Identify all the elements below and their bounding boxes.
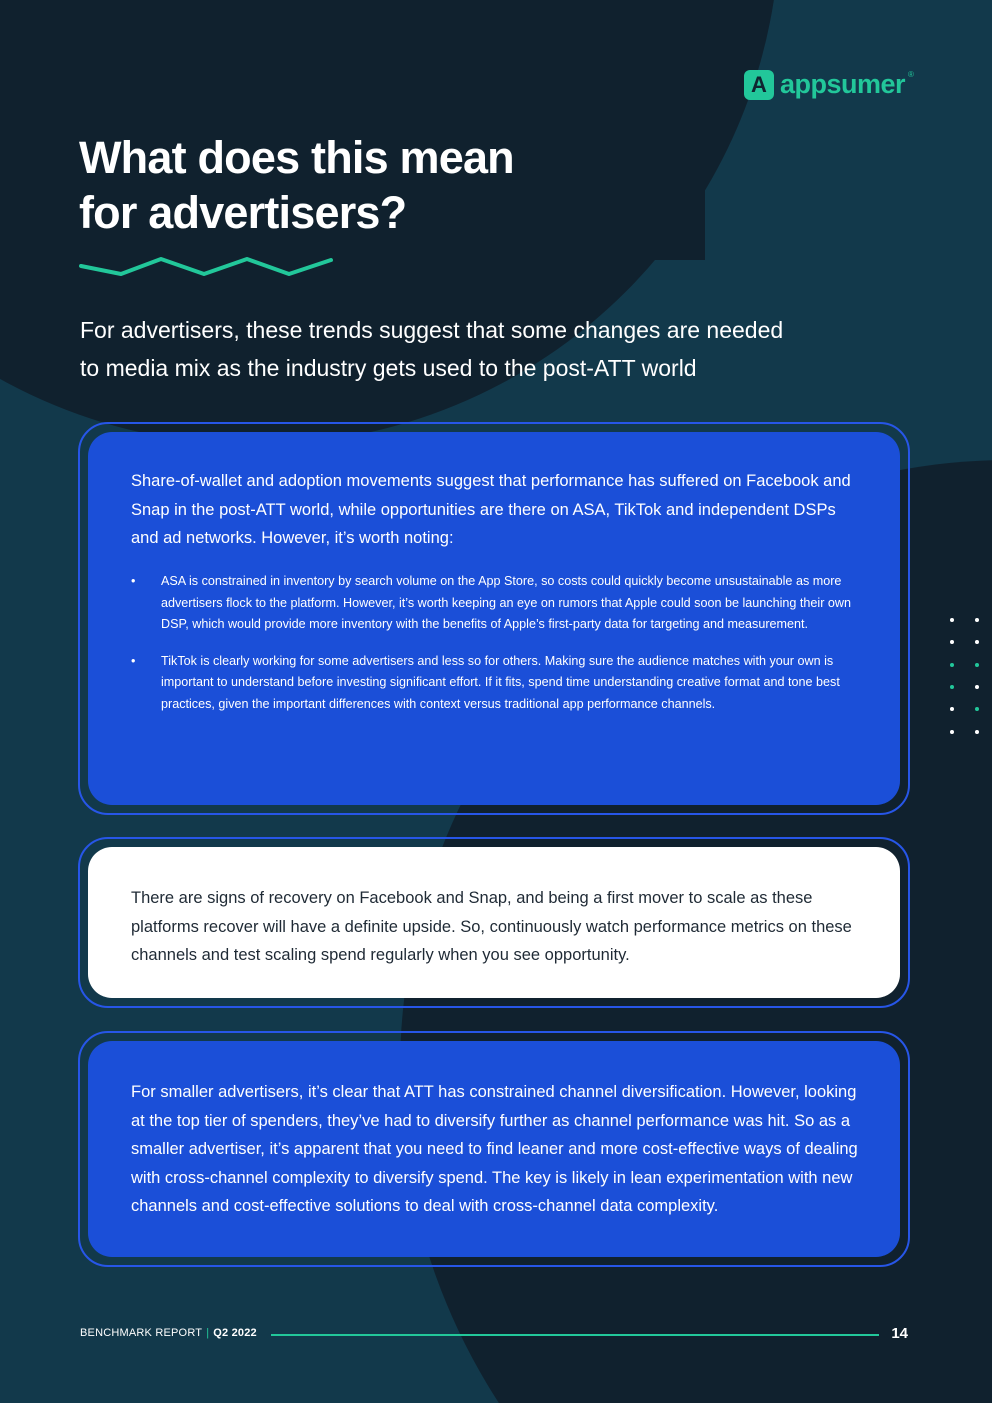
logo-wordmark: appsumer [780,69,906,99]
dot-icon [975,707,979,711]
dot-icon [975,618,979,622]
bullet-tiktok-text: TikTok is clearly working for some advertisers and less so for others. Making sure the audience matches with your own is important to understand before investing significant effort. If it fits, spend time understanding creative format and tone best practices, given the important differences with context versus traditional app performance channels. [161,653,840,711]
page-footer [80,1325,912,1345]
decorative-dots [948,614,984,739]
dot-icon [975,685,979,689]
recommendation-card-2 [78,837,910,1008]
bullet-asa-text: ASA is constrained in inventory by search volume on the App Store, so costs could quickly become unsustainable as more advertisers flock to the platform. However, it’s worth keeping an eye on rumors that Apple could soon be launching their own DSP, which would provide more inventory with the benefits of Apple’s first-party data for targeting and measurement. [161,574,852,632]
footer-quarter: Q2 2022 [213,1327,257,1339]
logo-mark-icon: A [744,70,774,100]
intro-subtitle [80,311,880,387]
dot-icon [975,730,979,734]
footer-rule [271,1334,879,1336]
card-2-text: There are signs of recovery on Facebook and Snap, and being a first mover to scale as these platforms recover will have a definite upside. So, continuously watch performance metrics on these channels and test scaling spend regularly when you see opportunity. [131,889,852,964]
bullet-icon: • [131,653,136,668]
intro-subtitle-line-2: to media mix as the industry gets used to the post-ATT world [80,355,697,381]
bullet-tiktok [131,651,864,716]
footer-report-name: BENCHMARK REPORT [80,1327,203,1339]
appsumer-logo [744,69,917,100]
card-1-bullet-list [131,571,864,731]
page-title-line-2: for advertisers? [79,187,407,238]
card-2-panel [88,847,900,998]
bullet-asa [131,571,864,636]
registered-mark: ® [908,70,914,79]
dot-icon [950,618,954,622]
dot-icon [950,707,954,711]
card-1-text: Share-of-wallet and adoption movements suggest that performance has suffered on Facebook and Snap in the post-ATT world, while opportunities are there on ASA, TikTok and independent DSPs and ad networks. However, it’s worth noting: [131,472,851,547]
dot-icon [975,640,979,644]
footer-separator: | [206,1327,210,1339]
dot-icon [950,640,954,644]
page-title-line-1: What does this mean [79,132,514,183]
zigzag-divider-icon [79,254,335,280]
dot-icon [950,730,954,734]
dot-icon [950,663,954,667]
card-3-panel [88,1041,900,1257]
dot-icon [975,663,979,667]
card-1-panel [88,432,900,805]
bullet-icon: • [131,574,136,588]
recommendation-card-1 [78,422,910,815]
page-title [79,130,639,240]
card-3-text: For smaller advertisers, it’s clear that ATT has constrained channel diversification. However, looking at the top tier of spenders, they’ve had to diversify further as channel performance was hit. So as a smaller advertiser, it’s apparent that you need to find leaner and more cost-effective ways of dealing with cross-channel complexity to diversify spend. The key is likely in lean experimentation with new channels and cost-effective solutions to deal with cross-channel data complexity. [131,1083,858,1215]
recommendation-card-3 [78,1031,910,1267]
footer-report-label [80,1327,257,1339]
intro-subtitle-line-1: For advertisers, these trends suggest that some changes are needed [80,317,784,343]
page-number: 14 [891,1325,908,1342]
dot-icon [950,685,954,689]
